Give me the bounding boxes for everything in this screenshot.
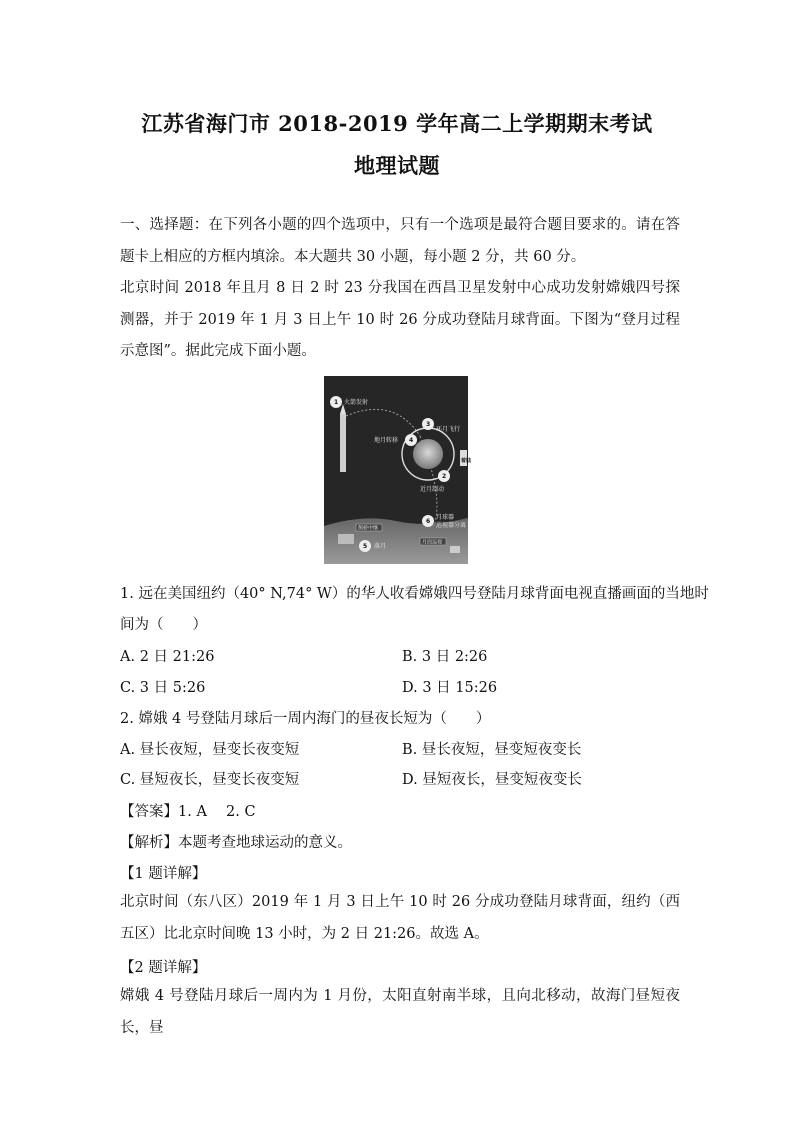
step-number-5: 5 xyxy=(363,543,368,550)
q2-stem: 2. 嫦娥 4 号登陆月球后一周内海门的昼夜长短为（ ） xyxy=(120,711,491,727)
page-subtitle: 地理试题 xyxy=(354,153,440,178)
step-number-6: 6 xyxy=(426,518,431,525)
moon-icon xyxy=(413,439,443,469)
page-title: 江苏省海门市 2018-2019 学年高二上学期期末考试 xyxy=(141,111,653,136)
q1-option-b: B. 3 日 2:26 xyxy=(402,649,488,665)
detail2-text: 嫦娥 4 号登陆月球后一周内为 1 月份，太阳直射南半球，且向北移动，故海门昼短夜长，昼 xyxy=(120,988,680,1036)
label-separate-b: 巡视器分离 xyxy=(436,522,467,529)
rover-icon xyxy=(450,546,460,553)
q2-option-a: A. 昼长夜短，昼变长夜变短 xyxy=(120,742,300,758)
label-relay: 鹊桥中继 xyxy=(358,525,379,532)
question-passage: 北京时间 2018 年且月 8 日 2 时 23 分我国在西昌卫星发射中心成功发射嫦娥四号探测器，并于 2019 年 1 月 3 日上午 10 时 26 分成功登陆月球背面。下图为“登月过程示意图”。据此完成下面小题。 xyxy=(120,280,680,359)
step-number-3: 3 xyxy=(426,421,431,428)
q1-option-c: C. 3 日 5:26 xyxy=(120,680,206,696)
answer-line: 【答案】1. A 2. C xyxy=(120,804,256,820)
step-number-2: 2 xyxy=(442,473,447,480)
label-rover: 月面巡视 xyxy=(422,539,443,546)
lander-icon xyxy=(338,534,354,544)
label-transfer: 地月转移 xyxy=(374,437,399,444)
step-number-1: 1 xyxy=(334,399,339,406)
q1-option-a: A. 2 日 21:26 xyxy=(120,649,215,665)
label-separate-a: 月球器 xyxy=(436,514,455,521)
q1-stem-cont: 间为（ ） xyxy=(120,617,207,633)
label-side: 着陆 xyxy=(461,458,472,464)
label-cruise: 环月飞行 xyxy=(436,426,461,433)
label-launch: 火箭发射 xyxy=(344,399,369,406)
label-landing: 落月 xyxy=(374,543,387,550)
q1-stem: 1. 远在美国纽约（40° N,74° W）的华人收看嫦娥四号登陆月球背面电视直播画面的当地时 xyxy=(120,586,709,602)
moon-landing-figure xyxy=(324,376,472,564)
moon-landing-diagram xyxy=(324,376,472,564)
q2-option-c: C. 昼短夜长，昼变长夜变短 xyxy=(120,772,300,788)
q2-option-b: B. 昼长夜短，昼变短夜变长 xyxy=(402,742,582,758)
rocket-icon xyxy=(340,414,346,472)
analysis-line: 【解析】本题考查地球运动的意义。 xyxy=(120,835,352,851)
detail1-heading: 【1 题详解】 xyxy=(120,866,207,882)
step-number-4: 4 xyxy=(409,437,414,444)
q1-option-d: D. 3 日 15:26 xyxy=(402,680,498,696)
detail2-heading: 【2 题详解】 xyxy=(120,960,207,976)
section-intro: 一、选择题：在下列各小题的四个选项中，只有一个选项是最符合题目要求的。请在答题卡上相应的方框内填涂。本大题共 30 小题，每小题 2 分，共 60 分。 xyxy=(120,217,680,265)
detail1-text: 北京时间（东八区）2019 年 1 月 3 日上午 10 时 26 分成功登陆月球背面，纽约（西五区）比北京时间晚 13 小时，为 2 日 21:26。故选 A。 xyxy=(120,894,680,942)
label-braking: 近月制动 xyxy=(420,486,445,493)
q2-option-d: D. 昼短夜长，昼变短夜变长 xyxy=(402,772,582,788)
